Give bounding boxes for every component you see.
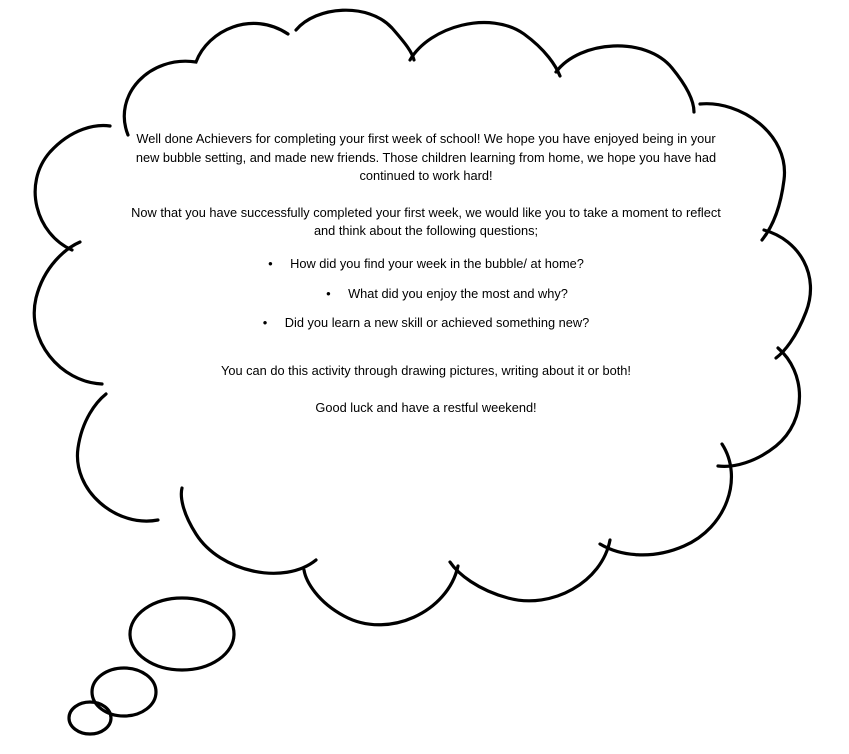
cloud-arc-bottom-left: [181, 488, 316, 573]
cloud-arc-bottom-right: [600, 444, 731, 555]
cloud-arc-left-upper: [35, 126, 110, 250]
list-item-label: Did you learn a new skill or achieved something new?: [284, 315, 590, 331]
cloud-arc-left-mid: [34, 242, 102, 384]
list-item-label: What did you enjoy the most and why?: [348, 285, 568, 301]
list-item: [128, 314, 724, 333]
bullet-icon: •: [262, 315, 268, 331]
cloud-arc-bottom-mid: [304, 566, 458, 625]
list-item: [128, 285, 724, 304]
list-item: [128, 255, 724, 274]
cloud-arc-top-3: [556, 46, 694, 112]
reflect-paragraph: Now that you have successfully completed your first week, we would like you to take a moment to reflect and think about the following questions;: [131, 204, 721, 239]
spacer-2: [128, 241, 724, 255]
activity-paragraph: You can do this activity through drawing pictures, writing about it or both!: [221, 363, 631, 379]
cloud-arc-bottom-mid-right: [450, 540, 610, 601]
thought-bubble-small: [69, 702, 111, 734]
intro-paragraph: Well done Achievers for completing your first week of school! We hope you have enjoyed being in your new bubble setting, and made new friends. Those children learning from home, we hope you have had continued to work hard!: [135, 131, 717, 184]
cloud-arc-upper-left: [124, 23, 288, 135]
spacer-1: [128, 186, 724, 204]
bullet-icon: •: [326, 285, 331, 301]
bullet-icon: •: [268, 255, 273, 271]
thought-bubble-large: [130, 598, 234, 670]
cloud-arc-right-mid: [764, 230, 810, 358]
cloud-arc-right-lower: [718, 348, 800, 466]
cloud-arc-top-1: [296, 10, 414, 60]
bubble-text-block: [128, 130, 724, 417]
closing-paragraph: Good luck and have a restful weekend!: [315, 399, 537, 415]
list-item-label: How did you find your week in the bubble/ at home?: [290, 255, 584, 271]
thought-bubble-medium: [92, 668, 156, 716]
spacer-3: [128, 344, 724, 362]
question-list: [128, 255, 724, 334]
cloud-arc-top-2: [410, 23, 560, 76]
spacer-4: [128, 381, 724, 399]
